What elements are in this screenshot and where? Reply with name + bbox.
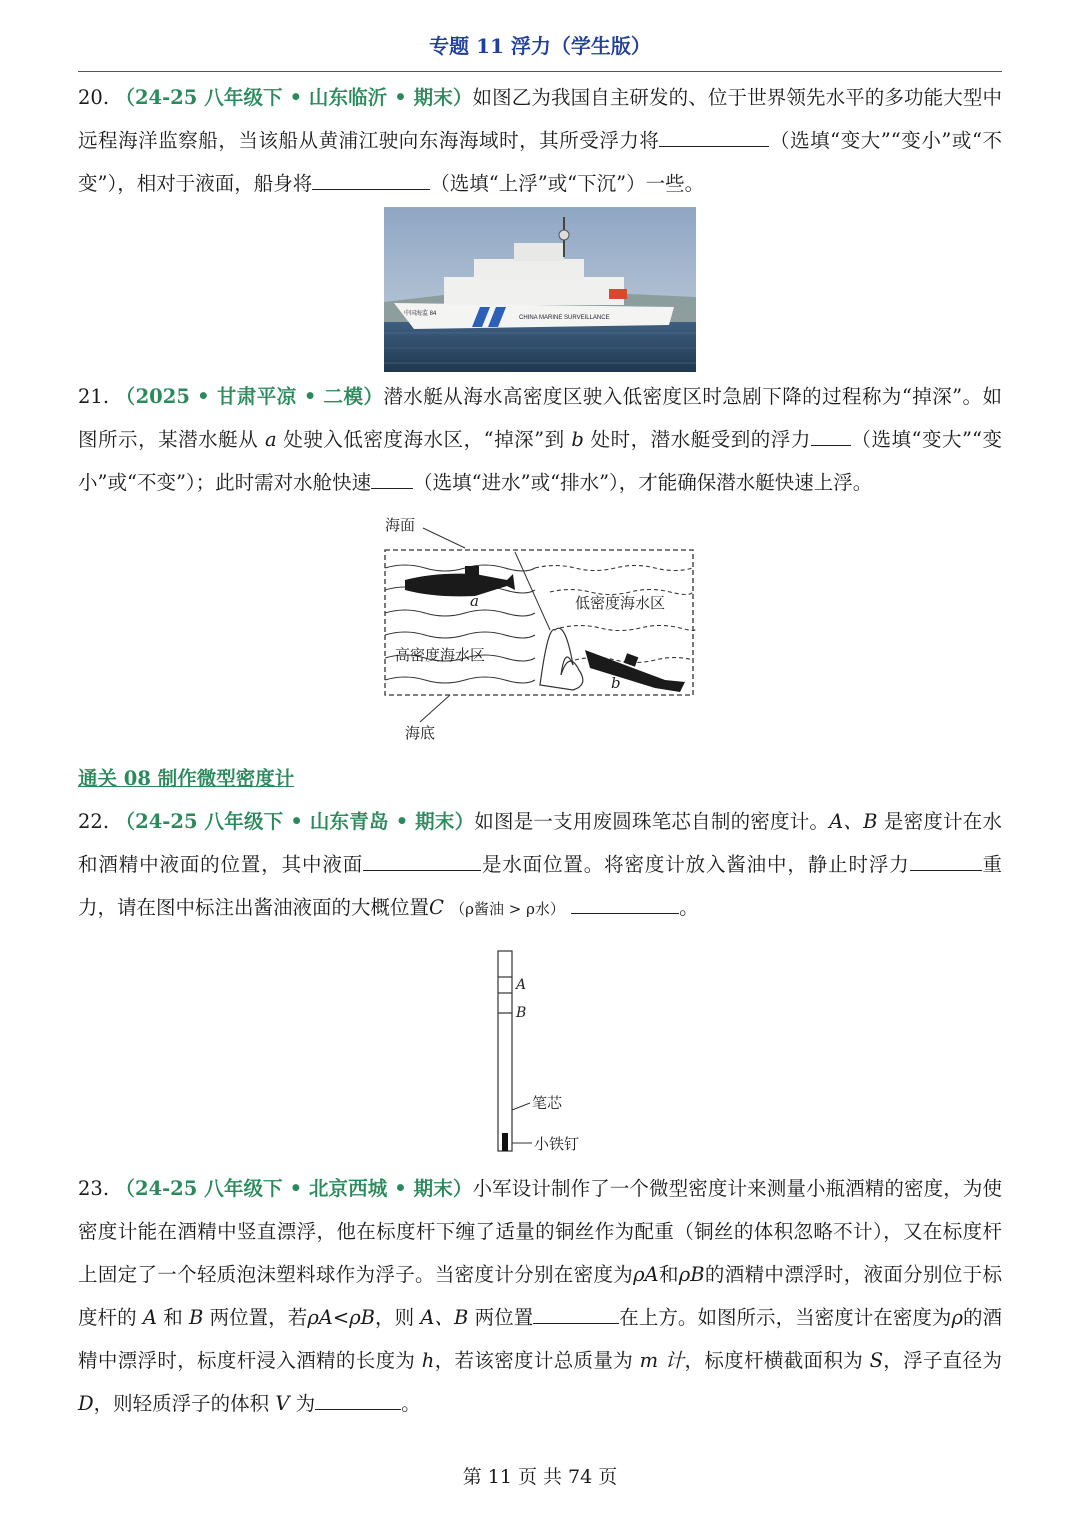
page-header-title: 专题 11 浮力（学生版） [429,34,651,58]
question-22 [78,800,1002,931]
q21-b: b [571,428,584,451]
q23-h: h [421,1349,435,1372]
q21-blank-1[interactable] [811,423,851,446]
q22-blank-3[interactable] [571,891,679,914]
q20-text-2: （选填“变大”“变小”或“不变”），相对于液面，船身将 [78,129,1002,195]
q23-D: D [78,1392,94,1415]
label-sea-surface: 海面 [385,516,416,534]
q23-text-5: ，则 [375,1306,415,1329]
q23-text-2: 的酒精中漂浮时，液面分别位于标度杆的 [78,1263,1002,1329]
q20-text-1: 如图乙为我国自主研发的、位于世界领先水平的多功能大型中远程海洋监察船，当该船从黄浦江驶向东海海域时，其所受浮力将 [78,86,1002,152]
q20-source: （24-25 八年级下 • 山东临沂 • 期末） [115,86,473,109]
label-high-density: 高密度海水区 [395,646,486,664]
q23-B: B [189,1306,204,1329]
q23-rho: ρ [951,1306,963,1329]
label-B: B [516,1005,527,1021]
q21-number: 21. [78,385,110,408]
page-footer: 第 11 页 共 74 页 [462,1466,618,1488]
q23-blank-1[interactable] [533,1301,619,1324]
q22-number: 22. [78,810,110,833]
q23-A: A [142,1306,157,1329]
q23-text-8: 的酒精中漂浮时，标度杆浸入酒精的长度为 [78,1306,1002,1372]
header-rule [78,71,1002,72]
q23-and: 和 [658,1263,679,1286]
q22-ab: A、B [829,810,878,833]
q23-m: m 计 [639,1349,685,1372]
question-20 [78,76,1002,205]
q23-text-3: 和 [163,1306,183,1329]
q23-text-10: ，标度杆横截面积为 [684,1349,864,1372]
section-title: 通关 08 制作微型密度计 [78,767,295,790]
q23-text-14: 。 [401,1392,421,1415]
q20-blank-2[interactable] [312,167,430,190]
q20-ship-photo [384,207,696,372]
q22-text-1: 如图是一支用废圆珠笔芯自制的密度计。 [474,810,830,833]
q23-source: （24-25 八年级下 • 北京西城 • 期末） [115,1177,473,1200]
q22-densimeter-diagram [480,945,600,1165]
q23-cond: ρA<ρB [307,1306,375,1329]
q22-blank-1[interactable] [363,848,481,871]
ship-hull-text: CHINA MARINE SURVEILLANCE [519,315,610,321]
pen-refill-tube [498,951,512,1151]
q23-AB: A、B [420,1306,469,1329]
q23-blank-2[interactable] [315,1387,401,1410]
label-low-density: 低密度海水区 [575,594,666,612]
q23-text-4: 两位置，若 [209,1306,308,1329]
label-small-nail: 小铁钉 [534,1135,580,1153]
q22-c: C [429,896,444,919]
q20-number: 20. [78,86,110,109]
q22-blank-2[interactable] [910,848,982,871]
q23-number: 23. [78,1177,110,1200]
q23-text-13: 为 [295,1392,316,1415]
iron-nail [502,1133,508,1151]
submarine-a [405,574,515,597]
q21-text-3: 处时，潜水艇受到的浮力 [590,428,811,451]
q22-text-4: 重力，请在图中标注出酱油液面的大概位置 [78,853,1002,919]
q21-text-2: 处驶入低密度海水区，“掉深”到 [283,428,565,451]
q21-text-5: （选填“进水”或“排水”），才能确保潜水艇快速上浮。 [413,471,873,494]
q21-a: a [264,428,277,451]
q21-text-4: （选填“变大”“变小”或“不变”）；此时需对水舱快速 [78,428,1002,494]
q22-text-3: 是水面位置。将密度计放入酱油中，静止时浮力 [481,853,910,876]
question-23 [78,1167,1002,1425]
q20-blank-1[interactable] [659,124,769,147]
q22-text-5: 。 [679,896,699,919]
q23-text-9: ，若该密度计总质量为 [434,1349,634,1372]
q21-source: （2025 • 甘肃平凉 • 二模） [115,385,384,408]
q23-rhoA: ρA [633,1263,659,1286]
q22-text-2: 是密度计在水和酒精中液面的位置，其中液面 [78,810,1002,876]
q23-text-7: 在上方。如图所示，当密度计在密度为 [619,1306,952,1329]
q23-text-11: ，浮子直径为 [882,1349,1002,1372]
label-b: b [611,674,621,692]
question-21 [78,375,1002,504]
label-a: a [470,592,479,610]
q21-blank-2[interactable] [371,466,413,489]
q23-S: S [869,1349,883,1372]
q22-source: （24-25 八年级下 • 山东青岛 • 期末） [115,810,475,833]
q22-rho-expr: （ρ酱油 > ρ水） [450,900,565,918]
q23-text-6: 两位置 [474,1306,534,1329]
label-pen-core: 笔芯 [532,1094,563,1112]
label-sea-floor: 海底 [405,724,436,742]
q21-text-1: 潜水艇从海水高密度区驶入低密度区时急剧下降的过程称为“掉深”。如图所示，某潜水艇从 [78,385,1002,451]
q21-submarine-diagram [375,510,705,745]
q23-rhoB: ρB [678,1263,705,1286]
q20-text-3: （选填“上浮”或“下沉”）一些。 [430,172,705,195]
q23-text-12: ，则轻质浮子的体积 [93,1392,270,1415]
q23-V: V [275,1392,290,1415]
q23-text-1: 小军设计制作了一个微型密度计来测量小瓶酒精的密度，为使密度计能在酒精中竖直漂浮，他在标度杆下缠了适量的铜丝作为配重（铜丝的体积忽略不计），又在标度杆上固定了一个轻质泡沫塑料球作为浮子。当密度计分别在密度为 [78,1177,1002,1286]
label-A: A [516,977,527,993]
ship-hull-number: 中国海监 84 [404,311,437,317]
diagram-seafloor-ridge [540,628,583,690]
